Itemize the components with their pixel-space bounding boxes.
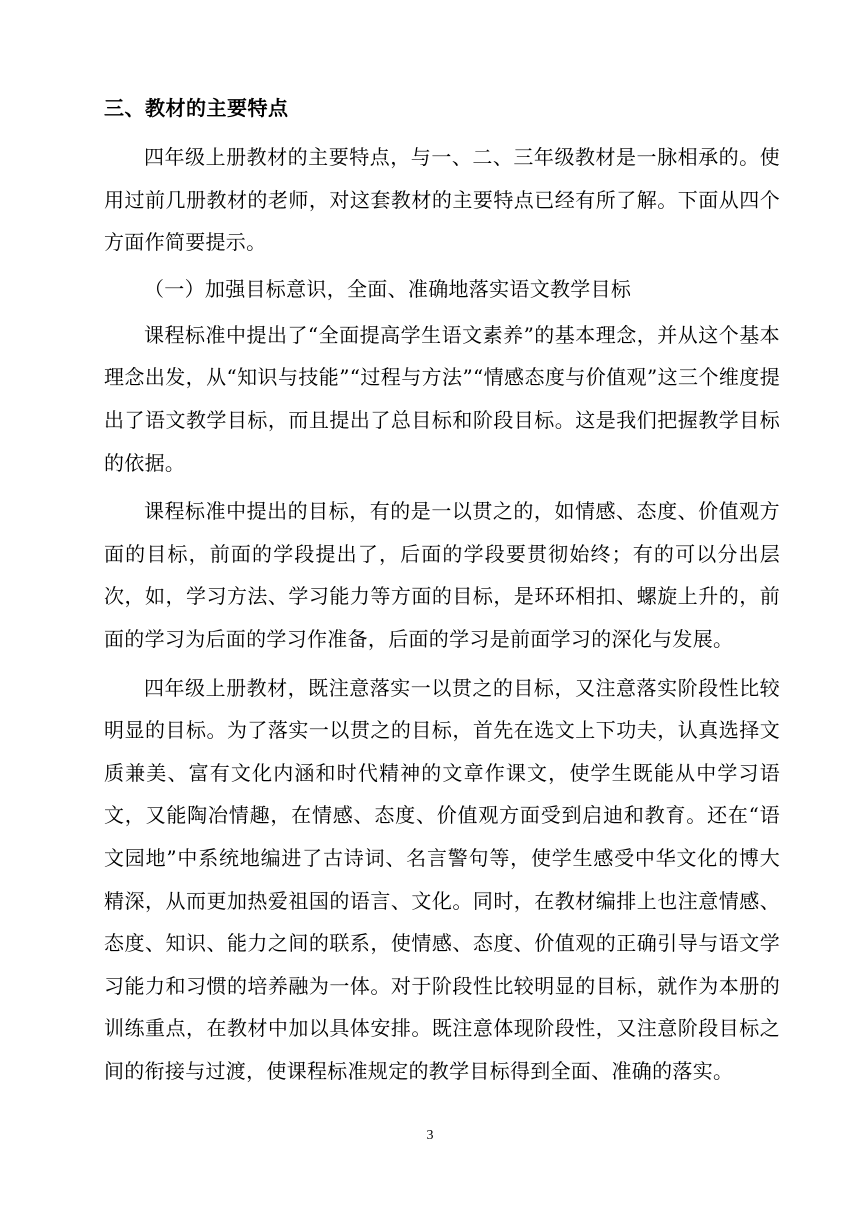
body-paragraph-2: 课程标准中提出的目标，有的是一以贯之的，如情感、态度、价值观方面的目标，前面的学段提出了，后面的学段要贯彻始终；有的可以分出层次，如，学习方法、学习能力等方面的目标，是环环相扣、螺旋上升的，前面的学习为后面的学习作准备，后面的学习是前面学习的深化与发展。: [104, 499, 780, 651]
page-content: [104, 86, 780, 1092]
section-heading: 三、教材的主要特点: [104, 96, 289, 120]
page-number: 3: [426, 1128, 434, 1143]
subheading: （一）加强目标意识，全面、准确地落实语文教学目标: [144, 276, 632, 301]
intro-paragraph: 四年级上册教材的主要特点，与一、二、三年级教材是一脉相承的。使用过前几册教材的老师，对这套教材的主要特点已经有所了解。下面从四个方面作简要提示。: [104, 145, 780, 255]
body-paragraph-1: 课程标准中提出了“全面提高学生语文素养”的基本理念，并从这个基本理念出发，从“知识与技能”“过程与方法”“情感态度与价值观”这三个维度提出了语文教学目标，而且提出了总目标和阶段目标。这是我们把握教学目标的依据。: [104, 322, 780, 475]
body-paragraph-3: 四年级上册教材，既注意落实一以贯之的目标，又注意落实阶段性比较明显的目标。为了落实一以贯之的目标，首先在选文上下功夫，认真选择文质兼美、富有文化内涵和时代精神的文章作课文，使学生既能从中学习语文，又能陶冶情趣，在情感、态度、价值观方面受到启迪和教育。还在“语文园地”中系统地编进了古诗词、名言警句等，使学生感受中华文化的博大精深，从而更加热爱祖国的语言、文化。同时，在教材编排上也注意情感、态度、知识、能力之间的联系，使情感、态度、价值观的正确引导与语文学习能力和习惯的培养融为一体。对于阶段性比较明显的目标，就作为本册的训练重点，在教材中加以具体安排。既注意体现阶段性，又注意阶段目标之间的衔接与过渡，使课程标准规定的教学目标得到全面、准确的落实。: [104, 675, 780, 1083]
